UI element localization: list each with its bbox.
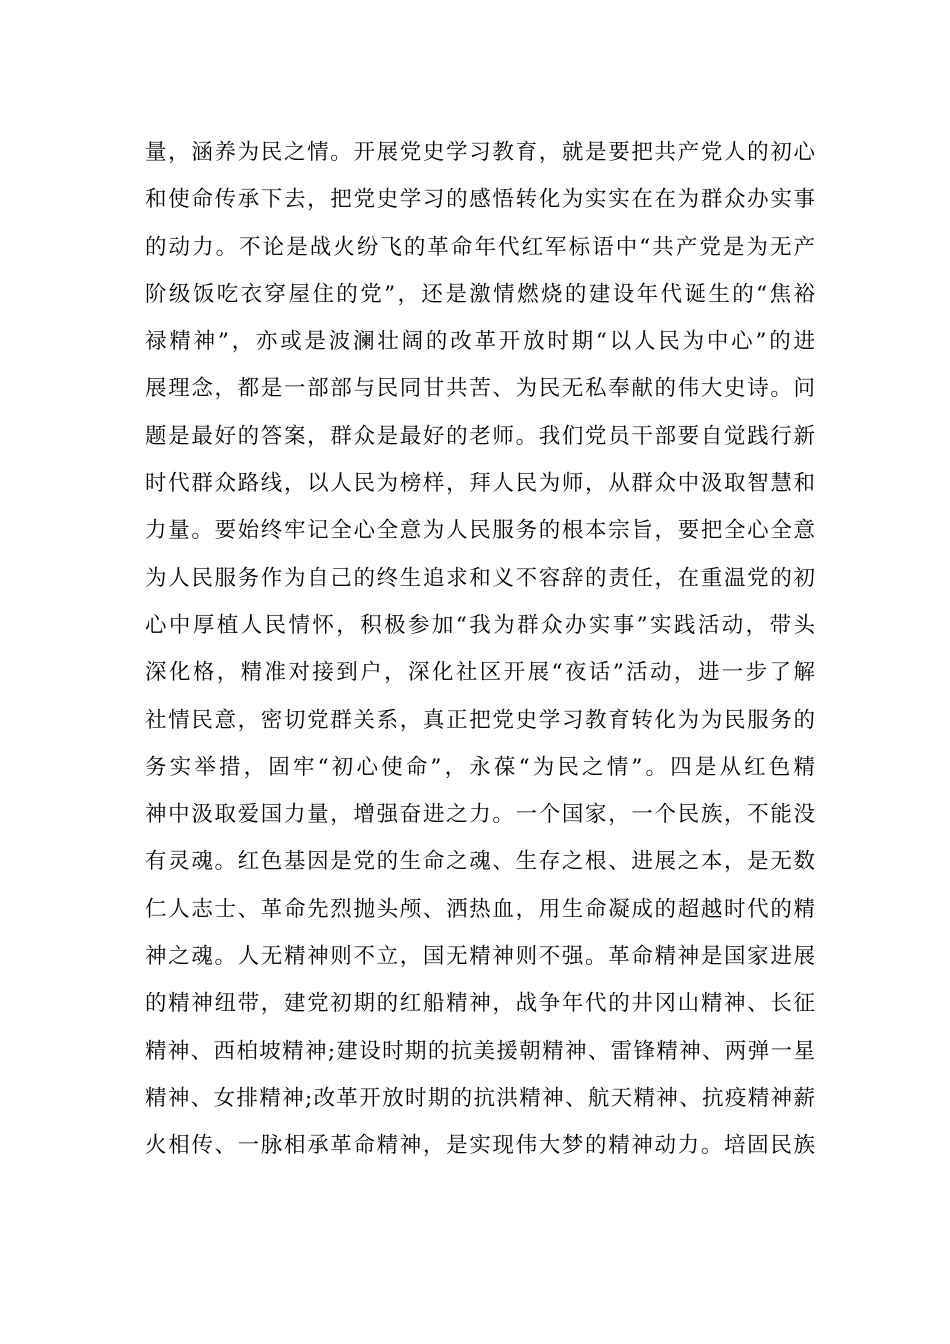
text-line: 精神、女排精神;改革开放时期的抗洪精神、航天精神、抗疫精神薪 (145, 1085, 815, 1111)
text-line: 力量。要始终牢记全心全意为人民服务的根本宗旨，要把全心全意 (145, 518, 815, 544)
body-paragraph (145, 129, 815, 1170)
text-line: 神之魂。人无精神则不立，国无精神则不强。革命精神是国家进展 (145, 944, 815, 970)
text-line: 的精神纽带，建党初期的红船精神，战争年代的井冈山精神、长征 (145, 991, 815, 1017)
text-line: 有灵魂。红色基因是党的生命之魂、生存之根、进展之本，是无数 (145, 849, 815, 875)
text-line: 题是最好的答案，群众是最好的老师。我们党员干部要自觉践行新 (145, 423, 815, 449)
text-line: 量，涵养为民之情。开展党史学习教育，就是要把共产党人的初心 (145, 140, 815, 165)
text-line: 火相传、一脉相承革命精神，是实现伟大梦的精神动力。培固民族 (145, 1133, 815, 1159)
text-line: 时代群众路线，以人民为榜样，拜人民为师，从群众中汲取智慧和 (145, 471, 815, 497)
text-line: 和使命传承下去，把党史学习的感悟转化为实实在在为群众办实事 (145, 187, 815, 213)
text-line: 神中汲取爱国力量，增强奋进之力。一个国家，一个民族，不能没 (145, 802, 815, 828)
text-line: 社情民意，密切党群关系，真正把党史学习教育转化为为民服务的 (145, 707, 815, 733)
text-line: 精神、西柏坡精神;建设时期的抗美援朝精神、雷锋精神、两弹一星 (145, 1038, 815, 1064)
text-line: 仁人志士、革命先烈抛头颅、洒热血，用生命凝成的超越时代的精 (145, 896, 815, 922)
text-line: 禄精神”，亦或是波澜壮阔的改革开放时期“以人民为中心”的进 (145, 329, 815, 355)
text-line: 务实举措，固牢“初心使命”，永葆“为民之情”。四是从红色精 (145, 754, 815, 780)
text-line: 心中厚植人民情怀，积极参加“我为群众办实事”实践活动，带头 (145, 612, 815, 638)
text-line: 为人民服务作为自己的终生追求和义不容辞的责任，在重温党的初 (145, 565, 815, 591)
text-line: 展理念，都是一部部与民同甘共苦、为民无私奉献的伟大史诗。问 (145, 376, 815, 402)
text-line: 的动力。不论是战火纷飞的革命年代红军标语中“共产党是为无产 (145, 234, 815, 260)
text-line: 深化格，精准对接到户，深化社区开展“夜话”活动，进一步了解 (145, 660, 815, 686)
text-line: 阶级饭吃衣穿屋住的党”，还是激情燃烧的建设年代诞生的“焦裕 (145, 281, 815, 307)
